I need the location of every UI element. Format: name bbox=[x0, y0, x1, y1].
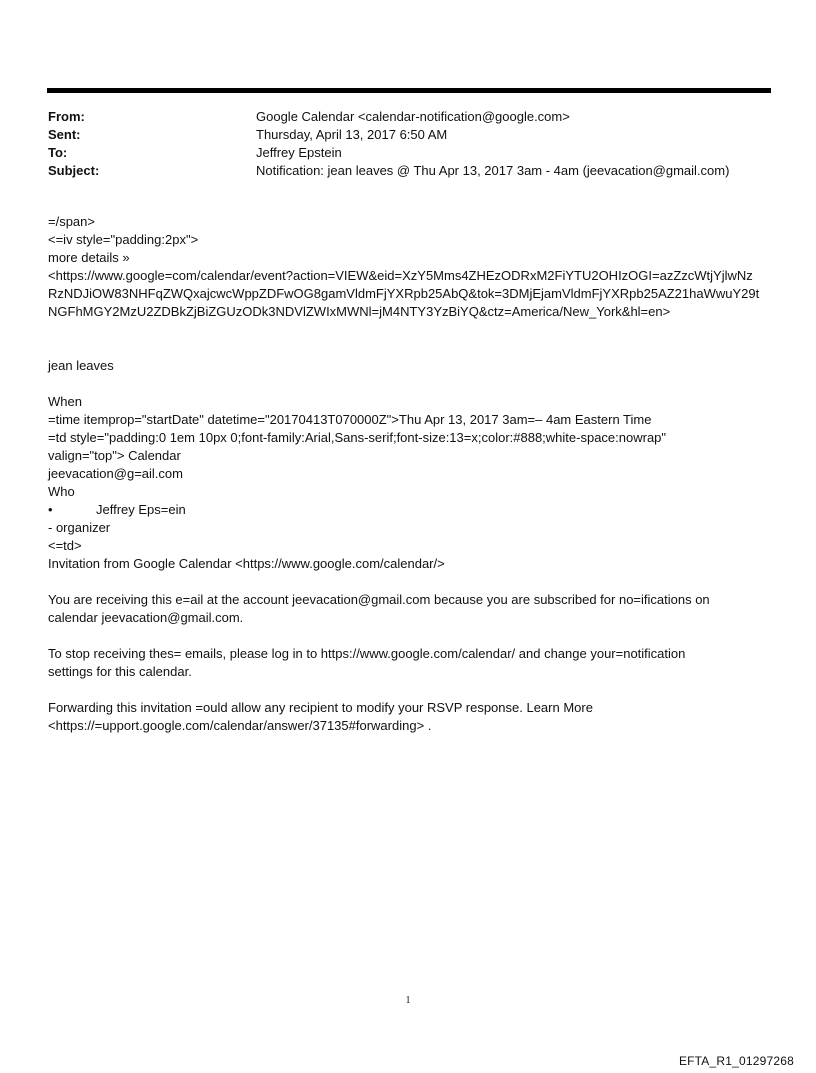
bates-number: EFTA_R1_01297268 bbox=[678, 1054, 794, 1068]
to-value: Jeffrey Epstein bbox=[256, 145, 342, 160]
event-title: jean leaves bbox=[48, 358, 114, 373]
invitation-source: Invitation from Google Calendar <https://www.google.com/calendar/> bbox=[48, 556, 445, 571]
attendee-role: - organizer bbox=[48, 520, 111, 535]
from-value: Google Calendar <calendar-notification@google.com> bbox=[256, 109, 570, 124]
from-row bbox=[48, 108, 778, 126]
who-heading: Who bbox=[48, 484, 75, 499]
from-label: From: bbox=[48, 109, 85, 124]
subject-value: Notification: jean leaves @ Thu Apr 13, 2017 3am - 4am (jeevacation@gmail.com) bbox=[256, 163, 730, 178]
notice-line: You are receiving this e=ail at the account jeevacation@gmail.com because you are subscribed for no=ifications on bbox=[48, 592, 710, 607]
unsubscribe-line: To stop receiving thes= emails, please log in to https://www.google.com/calendar/ and change your=notification bbox=[48, 646, 686, 661]
sent-row bbox=[48, 126, 778, 144]
email-header bbox=[48, 108, 778, 180]
body-line: =td style="padding:0 1em 10px 0;font-family:Arial,Sans-serif;font-size:13=x;color:#888;white-space:nowrap" bbox=[48, 430, 667, 445]
sent-value: Thursday, April 13, 2017 6:50 AM bbox=[256, 127, 448, 142]
sent-label: Sent: bbox=[48, 127, 81, 142]
event-url-line: RzNDJiOW83NHFqZWQxajcwcWppZDFwOG8gamVldmFjYXRpb25AbQ&tok=3DMjEjamVldmFjYXRpb25AZ21haWwuY29t bbox=[48, 286, 760, 301]
more-details-link: more details » bbox=[48, 250, 130, 265]
event-url-line: <https://www.google=com/calendar/event?action=VIEW&eid=XzY5Mms4ZHEzODRxM2FiYTU2OHIzOGI=azZzcWtjYjlwNz bbox=[48, 268, 753, 283]
body-line: =/span> bbox=[48, 214, 95, 229]
event-url-line: NGFhMGY2MzU2ZDBkZjBiZGUzODk3NDVlZWIxMWNl=jM4NTY3YzBiYQ&ctz=America/New_York&hl=en> bbox=[48, 304, 671, 319]
attendee-name: Jeffrey Eps=ein bbox=[96, 502, 186, 517]
to-label: To: bbox=[48, 145, 68, 160]
body-line: <=td> bbox=[48, 538, 82, 553]
calendar-heading: valign="top"> Calendar bbox=[48, 448, 181, 463]
forwarding-line: <https://=upport.google.com/calendar/answer/37135#forwarding> . bbox=[48, 718, 432, 733]
header-rule bbox=[47, 88, 771, 93]
bullet-icon: • bbox=[48, 502, 53, 517]
subject-label: Subject: bbox=[48, 163, 100, 178]
calendar-value: jeevacation@g=ail.com bbox=[48, 466, 183, 481]
subject-row bbox=[48, 162, 778, 180]
when-value: =time itemprop="startDate" datetime="20170413T070000Z">Thu Apr 13, 2017 3am=– 4am Eastern Time bbox=[48, 412, 652, 427]
notice-line: calendar jeevacation@gmail.com. bbox=[48, 610, 244, 625]
to-row bbox=[48, 144, 778, 162]
when-heading: When bbox=[48, 394, 82, 409]
body-line: <=iv style="padding:2px"> bbox=[48, 232, 199, 247]
forwarding-line: Forwarding this invitation =ould allow any recipient to modify your RSVP response. Learn More bbox=[48, 700, 593, 715]
unsubscribe-line: settings for this calendar. bbox=[48, 664, 192, 679]
attendee-item bbox=[48, 501, 783, 519]
page-number: 1 bbox=[405, 995, 411, 1006]
email-body bbox=[48, 213, 783, 735]
